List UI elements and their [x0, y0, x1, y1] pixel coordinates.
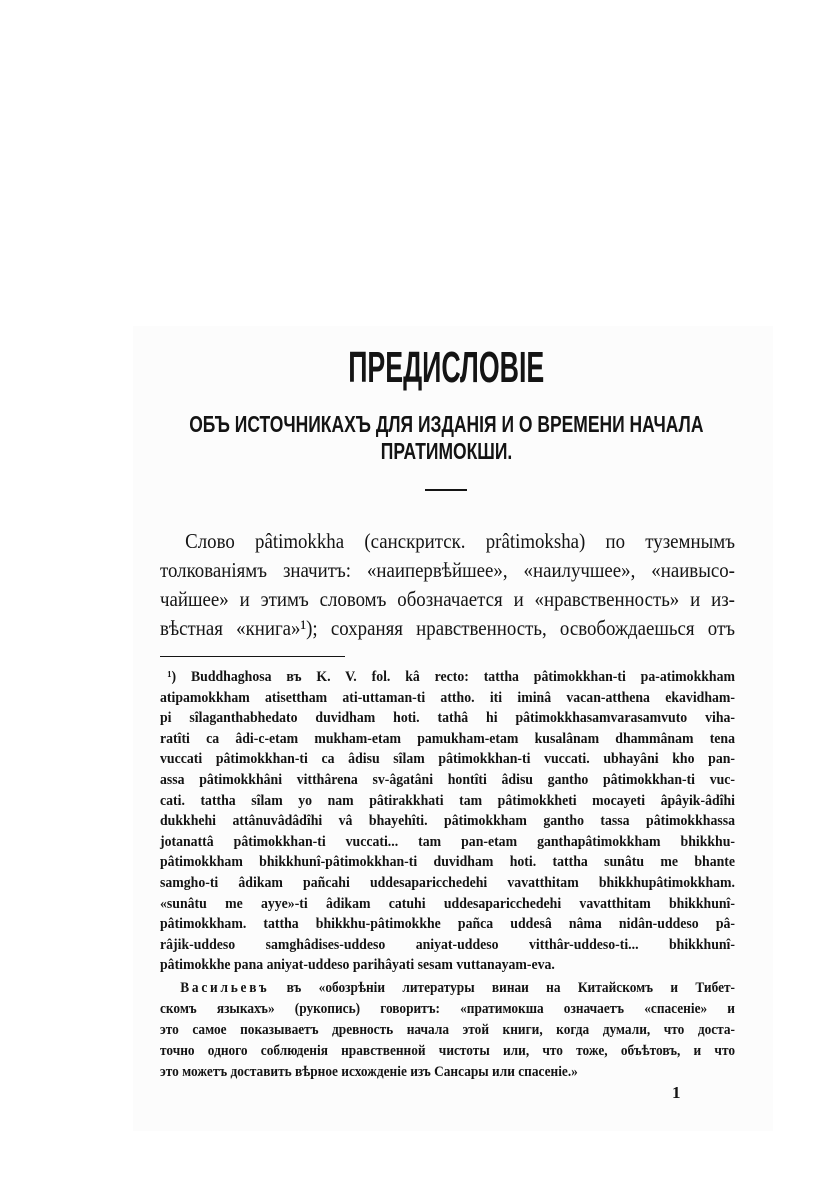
footnote-line: cati. tattha sîlam yo nam pâtirakkhati tam pâtimokkheti mocayeti âpâyik-âdîhi — [160, 792, 735, 809]
footnote-line: dukkhehi attânuvâdâdîhi vâ bhayehîti. pâtimokkham gantho tassa pâtimokkhassa — [160, 813, 735, 830]
body-line: чайшее» и этимъ словомъ обозначается и «нравственность» и из- — [160, 587, 735, 611]
footnote-line: ratîti ca âdi-c-etam mukham-etam pamukham-etam kusalânam dhammânam tena — [160, 730, 735, 747]
body-paragraph — [160, 527, 735, 643]
title-row — [53, 343, 840, 392]
footnote-line: jotanattâ pâtimokkhan-ti vuccati... tam pan-etam ganthapâtimokkham bhikkhu- — [160, 833, 735, 850]
body-line: вѣстная «книга»¹); сохраняя нравственность, освобождаешься отъ — [160, 616, 735, 640]
body-line: толкованіямъ значитъ: «наипервѣйшее», «наилучшее», «наивысо- — [160, 558, 735, 582]
footnote-line: vuccati pâtimokkhan-ti ca âdisu sîlam pâtimokkhan-ti vuccati. ubhayâni kho pan- — [160, 751, 735, 768]
body-line: Слово pâtimokkha (санскритск. prâtimoksha) по туземнымъ — [185, 529, 735, 553]
footnote-line: «sunâtu me ayye»-ti âdikam catuhi uddesaparicchedehi vavatthitam bhikkhunî- — [160, 895, 735, 912]
note-paragraph — [160, 978, 735, 1083]
title-divider — [425, 489, 467, 491]
footnote-line: pâtimokkham. tattha bhikkhu-pâtimokkhe pañca uddesâ nâma nidân-uddeso pâ- — [160, 916, 735, 933]
note-line — [160, 978, 735, 999]
note-first-line-text: въ «обозрѣніи литературы винаи на Китайскомъ и Тибет- — [269, 980, 735, 996]
footnote-line: samgho-ti âdikam pañcahi uddesaparicchedehi vavatthitam bhikkhupâtimokkham. — [160, 874, 735, 891]
note-author: Васильевъ — [180, 980, 270, 996]
footnote-line: assa pâtimokkhâni vitthârena sv-âgatâni hontîti âdisu gantho pâtimokkhan-ti vuc- — [160, 771, 735, 788]
note-line: скомъ языкахъ» (рукопись) говоритъ: «пратимокша означаетъ «спасеніе» и — [160, 1001, 735, 1017]
subtitle-line-2: ПРАТИМОКШИ. — [380, 438, 513, 464]
footnote-line: pâtimokkham bhikkhunî-pâtimokkhan-ti duvidham hoti. tattha sunâtu me bhante — [160, 854, 735, 871]
note-line: точно одного соблюденія нравственной чистоты или, что тоже, объѣтовъ, и что — [160, 1043, 735, 1059]
footnote-line: pi sîlaganthabhedato duvidham hoti. tathâ hi pâtimokkhasamvarasamvuto viha- — [160, 710, 735, 727]
footnote-line: atipamokkham atisettham ati-uttaman-ti attho. iti iminâ vacan-atthena ekavidham- — [160, 689, 735, 706]
footnote-line: ¹) Buddhaghosa въ K. V. fol. kâ recto: tattha pâtimokkhan-ti pa-atimokkham — [167, 669, 736, 685]
subtitle-line-1: ОБЪ ИСТОЧНИКАХЪ ДЛЯ ИЗДАНІЯ И О ВРЕМЕНИ НАЧАЛА — [189, 411, 704, 437]
page-number: 1 — [672, 1083, 681, 1102]
footnote-line: pâtimokkhe pana aniyat-uddeso parihâyati sesam vuttanayam-eva. — [160, 957, 555, 974]
footnote-line: râjik-uddeso samghâdises-uddeso aniyat-uddeso vitthâr-uddeso-ti... bhikkhunî- — [160, 936, 735, 953]
note-line: это можетъ доставить вѣрное исхожденіе изъ Сансары или спасеніе.» — [160, 1064, 578, 1080]
subtitle-row-2 — [53, 440, 840, 464]
footnote-divider — [160, 656, 345, 657]
page-title: ПРЕДИСЛОВІЕ — [348, 343, 545, 392]
note-line: это самое показываетъ древность начала этой книги, когда думали, что доста- — [160, 1022, 735, 1038]
footnote — [160, 667, 735, 976]
subtitle-row-1 — [53, 413, 840, 437]
